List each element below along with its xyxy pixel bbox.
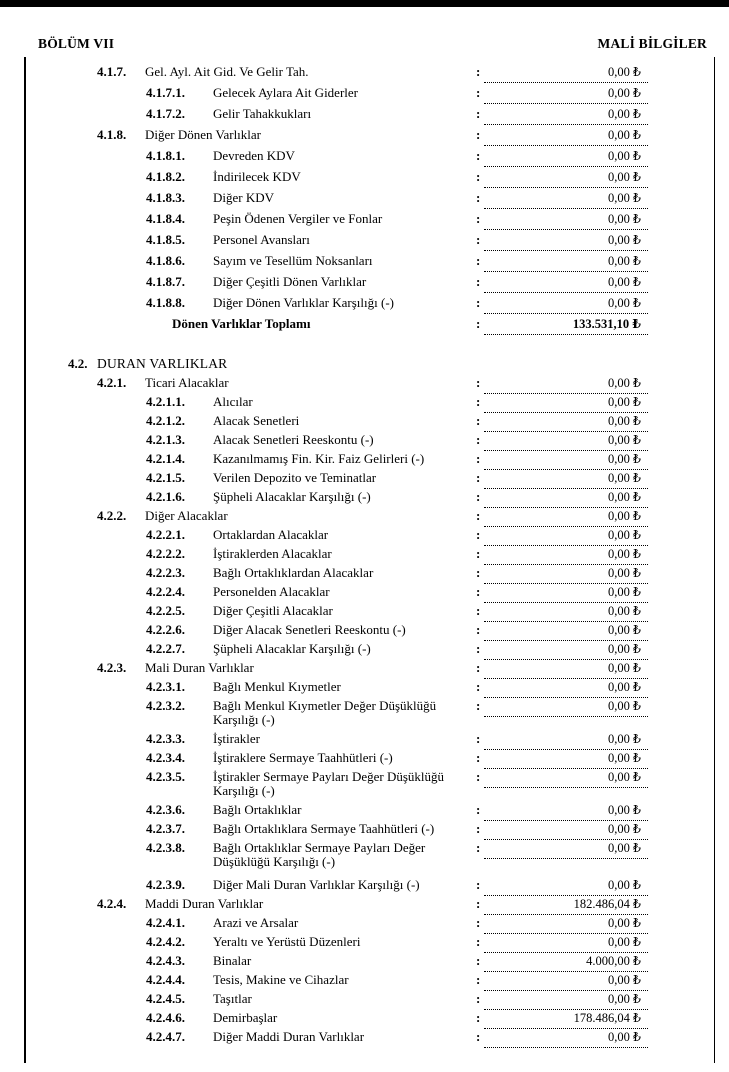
line-item-row bbox=[0, 732, 648, 746]
item-label: Şüpheli Alacaklar Karşılığı (-) bbox=[213, 489, 371, 504]
colon-separator: : bbox=[476, 934, 481, 949]
item-number: 4.2.3.3. bbox=[146, 731, 185, 746]
colon-separator: : bbox=[476, 470, 481, 485]
colon-separator: : bbox=[476, 565, 481, 580]
colon-separator: : bbox=[476, 622, 481, 637]
value-field: 0,00 ₺ bbox=[484, 170, 648, 188]
line-item-row bbox=[0, 471, 648, 485]
colon-separator: : bbox=[476, 85, 481, 100]
item-number: 4.2.4.3. bbox=[146, 953, 185, 968]
item-number: 4.2. bbox=[68, 356, 88, 371]
value-field: 0,00 ₺ bbox=[484, 128, 648, 146]
item-label: Diğer Alacaklar bbox=[145, 508, 228, 523]
item-label: İştiraklerden Alacaklar bbox=[213, 546, 332, 561]
line-item-row bbox=[0, 433, 648, 447]
item-number: 4.2.2.4. bbox=[146, 584, 185, 599]
line-item-row bbox=[0, 751, 648, 765]
colon-separator: : bbox=[476, 211, 481, 226]
value-field: 0,00 ₺ bbox=[484, 661, 648, 679]
item-label: Kazanılmamış Fin. Kir. Faiz Gelirleri (-) bbox=[213, 451, 425, 466]
line-item-row bbox=[0, 604, 648, 618]
item-label: Bağlı Ortaklıklar Sermaye Payları Değer Düşüklüğü Karşılığı (-) bbox=[213, 840, 426, 869]
item-number: 4.2.3.9. bbox=[146, 877, 185, 892]
item-label: Diğer Dönen Varlıklar Karşılığı (-) bbox=[213, 295, 394, 310]
colon-separator: : bbox=[476, 432, 481, 447]
colon-separator: : bbox=[476, 316, 481, 331]
item-label: Maddi Duran Varlıklar bbox=[145, 896, 264, 911]
line-item-row bbox=[0, 275, 648, 289]
line-item-row bbox=[0, 803, 648, 817]
value-field: 0,00 ₺ bbox=[484, 732, 648, 750]
item-number: 4.1.7.2. bbox=[146, 106, 185, 121]
colon-separator: : bbox=[476, 584, 481, 599]
line-item-row bbox=[0, 642, 648, 656]
line-item-row bbox=[0, 935, 648, 949]
colon-separator: : bbox=[476, 953, 481, 968]
colon-separator: : bbox=[476, 750, 481, 765]
colon-separator: : bbox=[476, 413, 481, 428]
value-field: 0,00 ₺ bbox=[484, 916, 648, 934]
line-item-row bbox=[0, 547, 648, 561]
line-item-row bbox=[0, 992, 648, 1006]
item-label: Gelecek Aylara Ait Giderler bbox=[213, 85, 358, 100]
colon-separator: : bbox=[476, 769, 481, 784]
item-number: 4.2.3.1. bbox=[146, 679, 185, 694]
value-field: 0,00 ₺ bbox=[484, 822, 648, 840]
value-field: 0,00 ₺ bbox=[484, 86, 648, 104]
item-number: 4.2.4.1. bbox=[146, 915, 185, 930]
item-label: Diğer Mali Duran Varlıklar Karşılığı (-) bbox=[213, 877, 420, 892]
value-field: 0,00 ₺ bbox=[484, 528, 648, 546]
value-field: 0,00 ₺ bbox=[484, 471, 648, 489]
item-number: 4.2.2. bbox=[97, 508, 127, 523]
item-label: Diğer Maddi Duran Varlıklar bbox=[213, 1029, 365, 1044]
item-label: İştirakler Sermaye Payları Değer Düşüklüğü Karşılığı (-) bbox=[213, 769, 445, 798]
item-label: Alıcılar bbox=[213, 394, 253, 409]
value-field: 0,00 ₺ bbox=[484, 566, 648, 584]
total-row bbox=[0, 317, 648, 331]
line-item-row bbox=[0, 296, 648, 310]
item-number: 4.1.7.1. bbox=[146, 85, 185, 100]
value-field: 0,00 ₺ bbox=[484, 623, 648, 641]
colon-separator: : bbox=[476, 375, 481, 390]
item-label: Yeraltı ve Yerüstü Düzenleri bbox=[213, 934, 361, 949]
colon-separator: : bbox=[476, 915, 481, 930]
line-item-row bbox=[0, 973, 648, 987]
value-field: 0,00 ₺ bbox=[484, 935, 648, 953]
colon-separator: : bbox=[476, 641, 481, 656]
item-label: Diğer Dönen Varlıklar bbox=[145, 127, 262, 142]
line-item-row bbox=[0, 1030, 648, 1044]
value-field: 0,00 ₺ bbox=[484, 149, 648, 167]
line-item-row bbox=[0, 170, 648, 184]
item-label: Bağlı Ortaklıklardan Alacaklar bbox=[213, 565, 374, 580]
value-field: 133.531,10 ₺ bbox=[484, 317, 648, 335]
item-label: Mali Duran Varlıklar bbox=[145, 660, 254, 675]
item-label: İndirilecek KDV bbox=[213, 169, 301, 184]
section-heading-row bbox=[0, 357, 648, 371]
colon-separator: : bbox=[476, 546, 481, 561]
item-number: 4.1.8.6. bbox=[146, 253, 185, 268]
line-item-row bbox=[0, 916, 648, 930]
rows-container bbox=[0, 64, 648, 1049]
line-item-row bbox=[0, 149, 648, 163]
item-number: 4.2.3.4. bbox=[146, 750, 185, 765]
item-number: 4.2.1.2. bbox=[146, 413, 185, 428]
colon-separator: : bbox=[476, 127, 481, 142]
item-label: Bağlı Ortaklıklara Sermaye Taahhütleri (-) bbox=[213, 821, 435, 836]
item-label: Diğer Çeşitli Dönen Varlıklar bbox=[213, 274, 367, 289]
value-field: 0,00 ₺ bbox=[484, 191, 648, 209]
value-field: 0,00 ₺ bbox=[484, 376, 648, 394]
line-item-row bbox=[0, 878, 648, 892]
line-item-row bbox=[0, 376, 648, 390]
section-title: BÖLÜM VII bbox=[38, 36, 115, 51]
value-field: 0,00 ₺ bbox=[484, 751, 648, 769]
line-item-row bbox=[0, 509, 648, 523]
item-label: Diğer Alacak Senetleri Reeskontu (-) bbox=[213, 622, 406, 637]
colon-separator: : bbox=[476, 698, 481, 713]
item-label: Peşin Ödenen Vergiler ve Fonlar bbox=[213, 211, 383, 226]
colon-separator: : bbox=[476, 274, 481, 289]
item-number: 4.1.8. bbox=[97, 127, 127, 142]
item-label: Binalar bbox=[213, 953, 252, 968]
colon-separator: : bbox=[476, 840, 481, 855]
top-border-bar bbox=[0, 0, 729, 7]
item-number: 4.2.1.1. bbox=[146, 394, 185, 409]
item-label: Bağlı Ortaklıklar bbox=[213, 802, 302, 817]
value-field: 0,00 ₺ bbox=[484, 233, 648, 251]
item-label: Demirbaşlar bbox=[213, 1010, 278, 1025]
item-number: 4.2.2.7. bbox=[146, 641, 185, 656]
line-item-row bbox=[0, 897, 648, 911]
value-field: 0,00 ₺ bbox=[484, 490, 648, 508]
line-item-row bbox=[0, 954, 648, 968]
value-field: 0,00 ₺ bbox=[484, 585, 648, 603]
item-number: 4.2.3.2. bbox=[146, 698, 185, 713]
item-number: 4.2.2.3. bbox=[146, 565, 185, 580]
colon-separator: : bbox=[476, 451, 481, 466]
line-item-row bbox=[0, 86, 648, 100]
value-field: 0,00 ₺ bbox=[484, 604, 648, 622]
line-item-row bbox=[0, 528, 648, 542]
value-field: 0,00 ₺ bbox=[484, 254, 648, 272]
item-label: İştiraklere Sermaye Taahhütleri (-) bbox=[213, 750, 393, 765]
value-field: 0,00 ₺ bbox=[484, 65, 648, 83]
item-number: 4.2.4. bbox=[97, 896, 127, 911]
colon-separator: : bbox=[476, 1010, 481, 1025]
value-field: 0,00 ₺ bbox=[484, 212, 648, 230]
value-field: 182.486,04 ₺ bbox=[484, 897, 648, 915]
value-field: 0,00 ₺ bbox=[484, 680, 648, 698]
line-item-row bbox=[0, 65, 648, 79]
colon-separator: : bbox=[476, 190, 481, 205]
line-item-row bbox=[0, 212, 648, 226]
line-item-row bbox=[0, 128, 648, 142]
value-field: 0,00 ₺ bbox=[484, 973, 648, 991]
line-item-row bbox=[0, 107, 648, 121]
value-field: 0,00 ₺ bbox=[484, 1030, 648, 1048]
item-label: Alacak Senetleri bbox=[213, 413, 300, 428]
value-field: 0,00 ₺ bbox=[484, 275, 648, 293]
item-number: 4.1.7. bbox=[97, 64, 127, 79]
colon-separator: : bbox=[476, 679, 481, 694]
line-item-row bbox=[0, 191, 648, 205]
colon-separator: : bbox=[476, 896, 481, 911]
line-item-row bbox=[0, 233, 648, 247]
item-label: İştirakler bbox=[213, 731, 260, 746]
value-field: 178.486,04 ₺ bbox=[484, 1011, 648, 1029]
item-number: 4.2.4.6. bbox=[146, 1010, 185, 1025]
value-field: 4.000,00 ₺ bbox=[484, 954, 648, 972]
item-number: 4.2.2.6. bbox=[146, 622, 185, 637]
item-label: Personel Avansları bbox=[213, 232, 310, 247]
item-label: Sayım ve Tesellüm Noksanları bbox=[213, 253, 373, 268]
value-field: 0,00 ₺ bbox=[484, 642, 648, 660]
line-item-row bbox=[0, 699, 648, 727]
line-item-row bbox=[0, 680, 648, 694]
item-label: Bağlı Menkul Kıymetler Değer Düşüklüğü Karşılığı (-) bbox=[213, 698, 437, 727]
colon-separator: : bbox=[476, 253, 481, 268]
colon-separator: : bbox=[476, 802, 481, 817]
line-item-row bbox=[0, 841, 648, 869]
item-number: 4.2.1.5. bbox=[146, 470, 185, 485]
item-label: Bağlı Menkul Kıymetler bbox=[213, 679, 341, 694]
item-number: 4.2.2.2. bbox=[146, 546, 185, 561]
colon-separator: : bbox=[476, 877, 481, 892]
line-item-row bbox=[0, 566, 648, 580]
item-number: 4.1.8.3. bbox=[146, 190, 185, 205]
value-field: 0,00 ₺ bbox=[484, 547, 648, 565]
right-margin-line bbox=[714, 57, 715, 1063]
item-number: 4.2.1. bbox=[97, 375, 127, 390]
item-number: 4.2.3. bbox=[97, 660, 127, 675]
item-label: Ortaklardan Alacaklar bbox=[213, 527, 329, 542]
item-label: Ticari Alacaklar bbox=[145, 375, 229, 390]
value-field: 0,00 ₺ bbox=[484, 452, 648, 470]
item-number: 4.1.8.2. bbox=[146, 169, 185, 184]
line-item-row bbox=[0, 623, 648, 637]
line-item-row bbox=[0, 585, 648, 599]
item-number: 4.2.1.3. bbox=[146, 432, 185, 447]
item-number: 4.2.2.5. bbox=[146, 603, 185, 618]
item-label: Dönen Varlıklar Toplamı bbox=[172, 316, 311, 331]
colon-separator: : bbox=[476, 660, 481, 675]
value-field: 0,00 ₺ bbox=[484, 414, 648, 432]
line-item-row bbox=[0, 414, 648, 428]
colon-separator: : bbox=[476, 527, 481, 542]
item-number: 4.2.4.2. bbox=[146, 934, 185, 949]
colon-separator: : bbox=[476, 972, 481, 987]
item-number: 4.2.4.5. bbox=[146, 991, 185, 1006]
colon-separator: : bbox=[476, 1029, 481, 1044]
value-field: 0,00 ₺ bbox=[484, 699, 648, 717]
item-label: Gel. Ayl. Ait Gid. Ve Gelir Tah. bbox=[145, 64, 309, 79]
value-field: 0,00 ₺ bbox=[484, 803, 648, 821]
item-number: 4.1.8.4. bbox=[146, 211, 185, 226]
colon-separator: : bbox=[476, 821, 481, 836]
colon-separator: : bbox=[476, 508, 481, 523]
item-label: DURAN VARLIKLAR bbox=[97, 356, 228, 371]
colon-separator: : bbox=[476, 106, 481, 121]
line-item-row bbox=[0, 1011, 648, 1025]
colon-separator: : bbox=[476, 394, 481, 409]
colon-separator: : bbox=[476, 169, 481, 184]
item-number: 4.2.1.6. bbox=[146, 489, 185, 504]
item-label: Tesis, Makine ve Cihazlar bbox=[213, 972, 349, 987]
line-item-row bbox=[0, 254, 648, 268]
item-number: 4.2.3.5. bbox=[146, 769, 185, 784]
line-item-row bbox=[0, 661, 648, 675]
colon-separator: : bbox=[476, 295, 481, 310]
item-label: Diğer Çeşitli Alacaklar bbox=[213, 603, 333, 618]
colon-separator: : bbox=[476, 991, 481, 1006]
colon-separator: : bbox=[476, 489, 481, 504]
value-field: 0,00 ₺ bbox=[484, 296, 648, 314]
item-number: 4.2.3.6. bbox=[146, 802, 185, 817]
colon-separator: : bbox=[476, 64, 481, 79]
item-number: 4.1.8.8. bbox=[146, 295, 185, 310]
line-item-row bbox=[0, 770, 648, 798]
item-number: 4.2.2.1. bbox=[146, 527, 185, 542]
item-number: 4.2.3.8. bbox=[146, 840, 185, 855]
value-field: 0,00 ₺ bbox=[484, 841, 648, 859]
item-label: Personelden Alacaklar bbox=[213, 584, 330, 599]
line-item-row bbox=[0, 452, 648, 466]
item-number: 4.1.8.1. bbox=[146, 148, 185, 163]
item-number: 4.2.4.7. bbox=[146, 1029, 185, 1044]
colon-separator: : bbox=[476, 232, 481, 247]
colon-separator: : bbox=[476, 731, 481, 746]
item-label: Devreden KDV bbox=[213, 148, 295, 163]
item-label: Şüpheli Alacaklar Karşılığı (-) bbox=[213, 641, 371, 656]
item-number: 4.2.1.4. bbox=[146, 451, 185, 466]
item-label: Diğer KDV bbox=[213, 190, 275, 205]
value-field: 0,00 ₺ bbox=[484, 992, 648, 1010]
colon-separator: : bbox=[476, 603, 481, 618]
line-item-row bbox=[0, 822, 648, 836]
item-label: Taşıtlar bbox=[213, 991, 252, 1006]
line-item-row bbox=[0, 490, 648, 504]
item-number: 4.2.4.4. bbox=[146, 972, 185, 987]
colon-separator: : bbox=[476, 148, 481, 163]
value-field: 0,00 ₺ bbox=[484, 878, 648, 896]
value-field: 0,00 ₺ bbox=[484, 395, 648, 413]
page-title: MALİ BİLGİLER bbox=[597, 36, 707, 51]
item-label: Verilen Depozito ve Teminatlar bbox=[213, 470, 377, 485]
item-label: Alacak Senetleri Reeskontu (-) bbox=[213, 432, 374, 447]
item-number: 4.2.3.7. bbox=[146, 821, 185, 836]
item-label: Gelir Tahakkukları bbox=[213, 106, 312, 121]
value-field: 0,00 ₺ bbox=[484, 433, 648, 451]
value-field: 0,00 ₺ bbox=[484, 509, 648, 527]
value-field: 0,00 ₺ bbox=[484, 770, 648, 788]
value-field: 0,00 ₺ bbox=[484, 107, 648, 125]
item-label: Arazi ve Arsalar bbox=[213, 915, 299, 930]
item-number: 4.1.8.7. bbox=[146, 274, 185, 289]
line-item-row bbox=[0, 395, 648, 409]
item-number: 4.1.8.5. bbox=[146, 232, 185, 247]
